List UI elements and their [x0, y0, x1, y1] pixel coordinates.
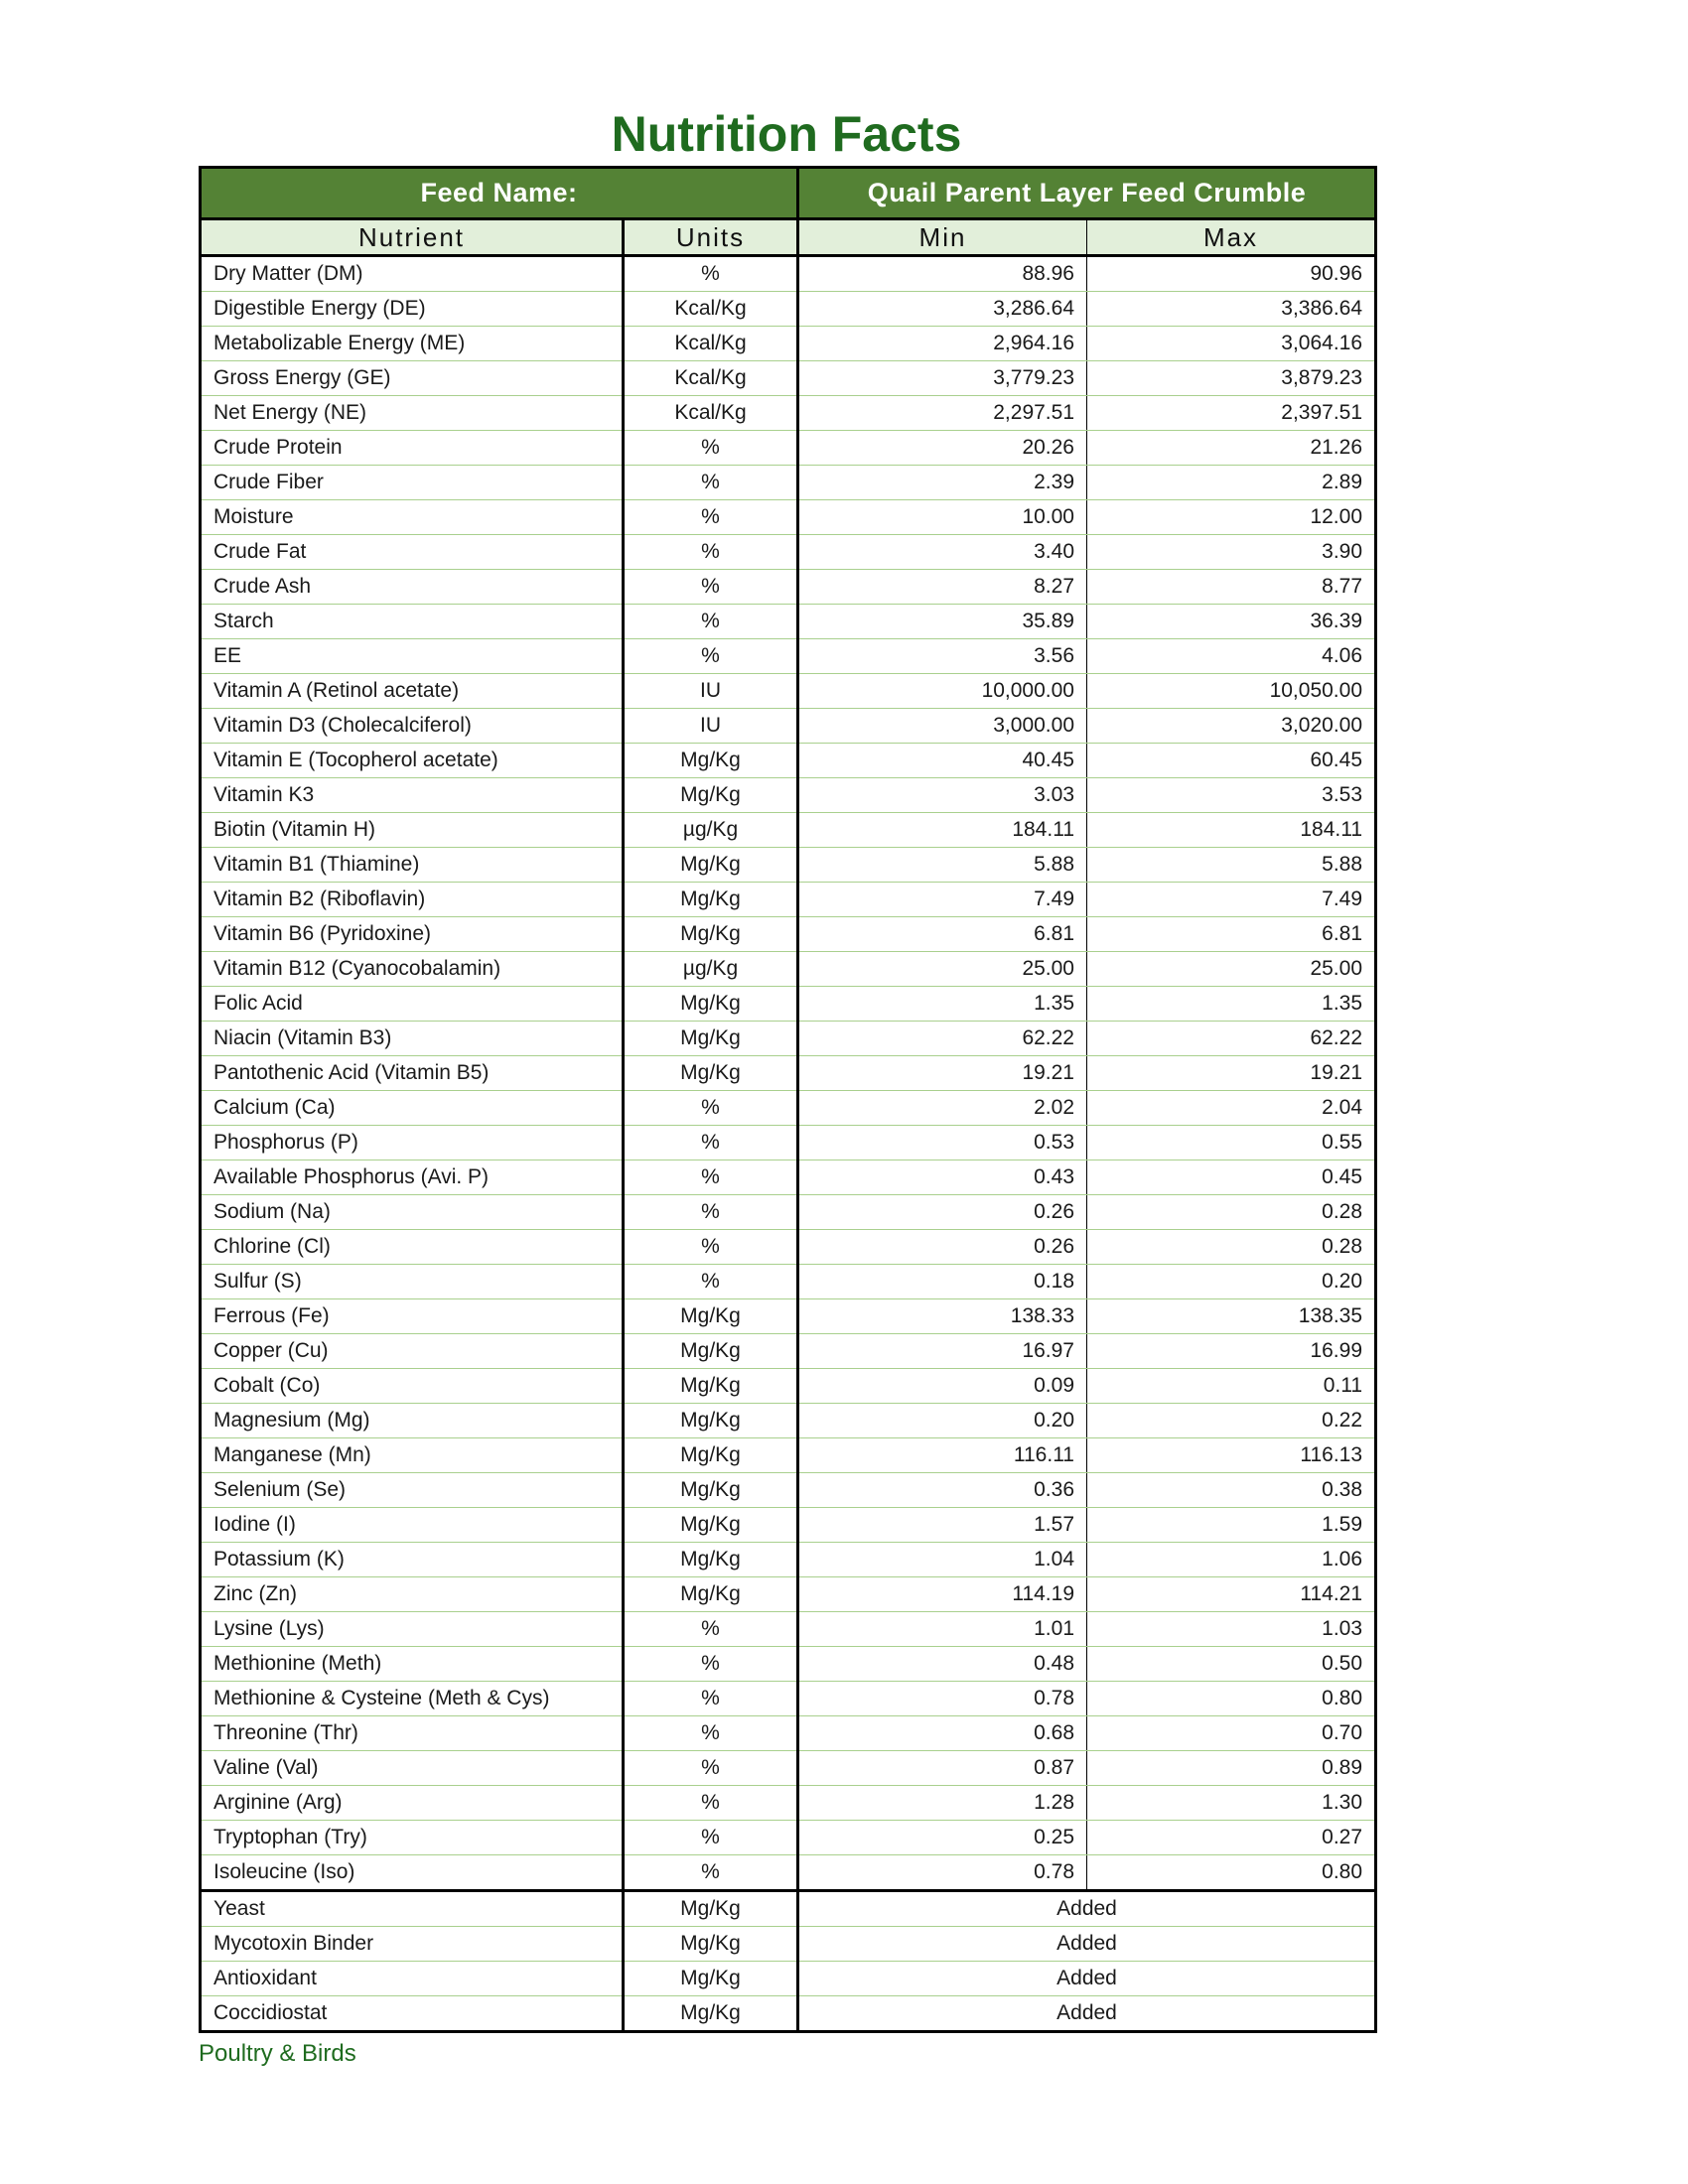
nutrient-max: 3,386.64 — [1087, 292, 1376, 327]
nutrient-max: 7.49 — [1087, 883, 1376, 917]
nutrient-unit: % — [624, 1195, 798, 1230]
nutrient-max: 12.00 — [1087, 500, 1376, 535]
table-row — [201, 1056, 1376, 1091]
nutrient-max: 36.39 — [1087, 605, 1376, 639]
table-row — [201, 1404, 1376, 1438]
nutrient-min: 1.57 — [798, 1508, 1087, 1543]
additive-value: Added — [798, 1996, 1376, 2032]
nutrient-unit: µg/Kg — [624, 952, 798, 987]
nutrient-unit: % — [624, 1786, 798, 1821]
nutrient-name: Metabolizable Energy (ME) — [201, 327, 624, 361]
nutrient-unit: % — [624, 1126, 798, 1160]
nutrient-max: 0.80 — [1087, 1855, 1376, 1891]
nutrient-min: 62.22 — [798, 1022, 1087, 1056]
nutrient-min: 116.11 — [798, 1438, 1087, 1473]
nutrient-unit: Mg/Kg — [624, 744, 798, 778]
additive-value: Added — [798, 1891, 1376, 1927]
nutrient-min: 3,000.00 — [798, 709, 1087, 744]
nutrient-unit: % — [624, 605, 798, 639]
additive-value: Added — [798, 1962, 1376, 1996]
nutrient-max: 5.88 — [1087, 848, 1376, 883]
table-row — [201, 1716, 1376, 1751]
table-row — [201, 361, 1376, 396]
nutrient-max: 2.04 — [1087, 1091, 1376, 1126]
nutrient-name: Potassium (K) — [201, 1543, 624, 1577]
nutrient-max: 19.21 — [1087, 1056, 1376, 1091]
nutrient-max: 3,879.23 — [1087, 361, 1376, 396]
nutrient-min: 114.19 — [798, 1577, 1087, 1612]
nutrient-name: Vitamin D3 (Cholecalciferol) — [201, 709, 624, 744]
nutrient-max: 0.27 — [1087, 1821, 1376, 1855]
nutrient-unit: Kcal/Kg — [624, 361, 798, 396]
nutrient-max: 1.06 — [1087, 1543, 1376, 1577]
nutrient-min: 0.53 — [798, 1126, 1087, 1160]
table-row — [201, 327, 1376, 361]
nutrient-unit: % — [624, 1230, 798, 1265]
nutrient-unit: % — [624, 535, 798, 570]
nutrient-max: 0.45 — [1087, 1160, 1376, 1195]
nutrient-unit: Mg/Kg — [624, 1473, 798, 1508]
nutrient-name: Crude Ash — [201, 570, 624, 605]
nutrient-unit: Mg/Kg — [624, 1543, 798, 1577]
nutrient-name: Vitamin B6 (Pyridoxine) — [201, 917, 624, 952]
nutrient-min: 2.02 — [798, 1091, 1087, 1126]
feed-name-value: Quail Parent Layer Feed Crumble — [798, 168, 1376, 219]
nutrient-min: 20.26 — [798, 431, 1087, 466]
table-row — [201, 1786, 1376, 1821]
nutrient-max: 3,020.00 — [1087, 709, 1376, 744]
nutrient-max: 1.30 — [1087, 1786, 1376, 1821]
nutrient-name: Vitamin A (Retinol acetate) — [201, 674, 624, 709]
nutrient-unit: Mg/Kg — [624, 987, 798, 1022]
nutrient-max: 25.00 — [1087, 952, 1376, 987]
header-units: Units — [624, 219, 798, 256]
nutrient-name: Vitamin B1 (Thiamine) — [201, 848, 624, 883]
table-row — [201, 500, 1376, 535]
nutrient-min: 10,000.00 — [798, 674, 1087, 709]
nutrient-max: 138.35 — [1087, 1299, 1376, 1334]
feed-name-row — [201, 168, 1376, 219]
nutrient-unit: % — [624, 1682, 798, 1716]
nutrient-unit: % — [624, 1612, 798, 1647]
nutrient-name: Methionine (Meth) — [201, 1647, 624, 1682]
nutrient-max: 3,064.16 — [1087, 327, 1376, 361]
nutrient-min: 3.03 — [798, 778, 1087, 813]
nutrient-min: 0.78 — [798, 1855, 1087, 1891]
nutrient-name: Phosphorus (P) — [201, 1126, 624, 1160]
nutrient-name: Niacin (Vitamin B3) — [201, 1022, 624, 1056]
nutrient-max: 10,050.00 — [1087, 674, 1376, 709]
nutrient-name: Threonine (Thr) — [201, 1716, 624, 1751]
nutrient-min: 0.18 — [798, 1265, 1087, 1299]
nutrient-name: Tryptophan (Try) — [201, 1821, 624, 1855]
nutrient-unit: Mg/Kg — [624, 883, 798, 917]
table-row — [201, 848, 1376, 883]
nutrient-name: Dry Matter (DM) — [201, 256, 624, 292]
nutrient-name: Arginine (Arg) — [201, 1786, 624, 1821]
table-row — [201, 987, 1376, 1022]
nutrient-unit: Mg/Kg — [624, 1334, 798, 1369]
nutrient-min: 5.88 — [798, 848, 1087, 883]
nutrient-unit: % — [624, 1821, 798, 1855]
nutrient-unit: Mg/Kg — [624, 1508, 798, 1543]
nutrient-name: Net Energy (NE) — [201, 396, 624, 431]
nutrient-min: 0.25 — [798, 1821, 1087, 1855]
nutrient-name: Available Phosphorus (Avi. P) — [201, 1160, 624, 1195]
nutrient-name: Vitamin K3 — [201, 778, 624, 813]
nutrient-max: 0.50 — [1087, 1647, 1376, 1682]
table-row — [201, 256, 1376, 292]
additive-name: Mycotoxin Binder — [201, 1927, 624, 1962]
nutrient-max: 0.11 — [1087, 1369, 1376, 1404]
footer-category: Poultry & Birds — [199, 2040, 356, 2067]
table-row — [201, 396, 1376, 431]
table-row — [201, 1438, 1376, 1473]
table-row — [201, 466, 1376, 500]
nutrient-max: 8.77 — [1087, 570, 1376, 605]
table-row — [201, 1473, 1376, 1508]
nutrient-min: 0.78 — [798, 1682, 1087, 1716]
nutrient-unit: Kcal/Kg — [624, 327, 798, 361]
nutrient-min: 2,297.51 — [798, 396, 1087, 431]
additive-row — [201, 1891, 1376, 1927]
nutrient-unit: % — [624, 1855, 798, 1891]
nutrient-max: 1.59 — [1087, 1508, 1376, 1543]
nutrient-max: 114.21 — [1087, 1577, 1376, 1612]
nutrient-unit: Mg/Kg — [624, 1577, 798, 1612]
nutrient-name: Isoleucine (Iso) — [201, 1855, 624, 1891]
nutrient-unit: % — [624, 466, 798, 500]
nutrient-unit: % — [624, 1647, 798, 1682]
nutrient-max: 2.89 — [1087, 466, 1376, 500]
table-row — [201, 1612, 1376, 1647]
nutrient-min: 10.00 — [798, 500, 1087, 535]
nutrient-unit: % — [624, 1265, 798, 1299]
nutrient-name: Pantothenic Acid (Vitamin B5) — [201, 1056, 624, 1091]
table-row — [201, 1195, 1376, 1230]
table-row — [201, 1160, 1376, 1195]
nutrient-min: 0.26 — [798, 1195, 1087, 1230]
nutrition-table-body — [201, 168, 1376, 2032]
nutrient-min: 2,964.16 — [798, 327, 1087, 361]
table-row — [201, 1126, 1376, 1160]
nutrient-unit: Mg/Kg — [624, 1299, 798, 1334]
nutrient-max: 16.99 — [1087, 1334, 1376, 1369]
nutrient-name: Copper (Cu) — [201, 1334, 624, 1369]
nutrient-unit: Mg/Kg — [624, 1022, 798, 1056]
nutrient-unit: % — [624, 431, 798, 466]
nutrient-max: 0.28 — [1087, 1195, 1376, 1230]
nutrient-unit: % — [624, 1751, 798, 1786]
nutrient-name: Zinc (Zn) — [201, 1577, 624, 1612]
table-row — [201, 431, 1376, 466]
table-row — [201, 639, 1376, 674]
table-row — [201, 744, 1376, 778]
nutrient-min: 25.00 — [798, 952, 1087, 987]
nutrient-name: Calcium (Ca) — [201, 1091, 624, 1126]
nutrient-min: 6.81 — [798, 917, 1087, 952]
nutrient-max: 6.81 — [1087, 917, 1376, 952]
nutrient-unit: % — [624, 570, 798, 605]
nutrient-max: 0.80 — [1087, 1682, 1376, 1716]
table-row — [201, 605, 1376, 639]
nutrient-min: 1.35 — [798, 987, 1087, 1022]
nutrient-name: Magnesium (Mg) — [201, 1404, 624, 1438]
nutrient-name: Crude Fiber — [201, 466, 624, 500]
nutrient-min: 0.87 — [798, 1751, 1087, 1786]
nutrient-unit: % — [624, 256, 798, 292]
nutrient-unit: Mg/Kg — [624, 917, 798, 952]
table-row — [201, 1299, 1376, 1334]
nutrient-name: Ferrous (Fe) — [201, 1299, 624, 1334]
nutrient-min: 3.56 — [798, 639, 1087, 674]
nutrient-name: EE — [201, 639, 624, 674]
nutrient-max: 1.03 — [1087, 1612, 1376, 1647]
table-row — [201, 674, 1376, 709]
nutrient-unit: Mg/Kg — [624, 1056, 798, 1091]
nutrition-table — [199, 166, 1377, 2033]
nutrient-name: Valine (Val) — [201, 1751, 624, 1786]
table-row — [201, 292, 1376, 327]
nutrient-min: 0.09 — [798, 1369, 1087, 1404]
nutrient-name: Sodium (Na) — [201, 1195, 624, 1230]
nutrient-min: 0.68 — [798, 1716, 1087, 1751]
nutrient-name: Moisture — [201, 500, 624, 535]
nutrient-name: Sulfur (S) — [201, 1265, 624, 1299]
nutrient-min: 3,779.23 — [798, 361, 1087, 396]
nutrient-name: Vitamin E (Tocopherol acetate) — [201, 744, 624, 778]
nutrient-max: 0.89 — [1087, 1751, 1376, 1786]
nutrient-min: 7.49 — [798, 883, 1087, 917]
nutrient-max: 60.45 — [1087, 744, 1376, 778]
feed-name-label: Feed Name: — [201, 168, 798, 219]
nutrient-max: 21.26 — [1087, 431, 1376, 466]
table-row — [201, 1682, 1376, 1716]
nutrient-min: 3.40 — [798, 535, 1087, 570]
additive-row — [201, 1962, 1376, 1996]
nutrient-min: 184.11 — [798, 813, 1087, 848]
nutrient-name: Crude Fat — [201, 535, 624, 570]
additive-row — [201, 1996, 1376, 2032]
nutrient-name: Starch — [201, 605, 624, 639]
nutrient-max: 184.11 — [1087, 813, 1376, 848]
table-row — [201, 1091, 1376, 1126]
nutrient-max: 116.13 — [1087, 1438, 1376, 1473]
nutrient-min: 88.96 — [798, 256, 1087, 292]
additive-unit: Mg/Kg — [624, 1891, 798, 1927]
nutrient-unit: % — [624, 1091, 798, 1126]
nutrient-unit: µg/Kg — [624, 813, 798, 848]
table-row — [201, 883, 1376, 917]
nutrient-min: 2.39 — [798, 466, 1087, 500]
table-row — [201, 1369, 1376, 1404]
nutrient-max: 2,397.51 — [1087, 396, 1376, 431]
table-row — [201, 1230, 1376, 1265]
table-row — [201, 709, 1376, 744]
nutrient-unit: % — [624, 500, 798, 535]
nutrient-unit: Mg/Kg — [624, 778, 798, 813]
nutrient-unit: Mg/Kg — [624, 848, 798, 883]
nutrient-min: 0.20 — [798, 1404, 1087, 1438]
nutrient-min: 40.45 — [798, 744, 1087, 778]
nutrient-max: 0.20 — [1087, 1265, 1376, 1299]
nutrient-min: 0.26 — [798, 1230, 1087, 1265]
nutrient-name: Manganese (Mn) — [201, 1438, 624, 1473]
nutrient-name: Digestible Energy (DE) — [201, 292, 624, 327]
table-row — [201, 917, 1376, 952]
header-max: Max — [1087, 219, 1376, 256]
nutrient-unit: Mg/Kg — [624, 1369, 798, 1404]
nutrient-name: Gross Energy (GE) — [201, 361, 624, 396]
nutrient-min: 0.36 — [798, 1473, 1087, 1508]
table-row — [201, 570, 1376, 605]
nutrient-max: 0.38 — [1087, 1473, 1376, 1508]
nutrient-unit: Mg/Kg — [624, 1404, 798, 1438]
header-min: Min — [798, 219, 1087, 256]
nutrient-max: 90.96 — [1087, 256, 1376, 292]
table-row — [201, 952, 1376, 987]
table-row — [201, 535, 1376, 570]
table-row — [201, 778, 1376, 813]
table-row — [201, 1647, 1376, 1682]
nutrient-unit: % — [624, 1716, 798, 1751]
nutrient-min: 0.43 — [798, 1160, 1087, 1195]
nutrient-unit: Kcal/Kg — [624, 292, 798, 327]
nutrient-name: Selenium (Se) — [201, 1473, 624, 1508]
table-row — [201, 1821, 1376, 1855]
table-row — [201, 1751, 1376, 1786]
additive-unit: Mg/Kg — [624, 1996, 798, 2032]
table-row — [201, 1265, 1376, 1299]
nutrient-min: 16.97 — [798, 1334, 1087, 1369]
nutrient-max: 0.55 — [1087, 1126, 1376, 1160]
nutrient-min: 8.27 — [798, 570, 1087, 605]
table-row — [201, 1334, 1376, 1369]
nutrient-max: 1.35 — [1087, 987, 1376, 1022]
nutrient-min: 3,286.64 — [798, 292, 1087, 327]
nutrient-min: 19.21 — [798, 1056, 1087, 1091]
nutrient-name: Folic Acid — [201, 987, 624, 1022]
additive-name: Coccidiostat — [201, 1996, 624, 2032]
nutrient-unit: IU — [624, 674, 798, 709]
table-row — [201, 1543, 1376, 1577]
nutrient-min: 1.01 — [798, 1612, 1087, 1647]
nutrient-name: Methionine & Cysteine (Meth & Cys) — [201, 1682, 624, 1716]
additive-name: Antioxidant — [201, 1962, 624, 1996]
nutrient-max: 0.70 — [1087, 1716, 1376, 1751]
nutrient-name: Vitamin B12 (Cyanocobalamin) — [201, 952, 624, 987]
nutrient-max: 62.22 — [1087, 1022, 1376, 1056]
additive-unit: Mg/Kg — [624, 1962, 798, 1996]
table-row — [201, 1508, 1376, 1543]
header-nutrient: Nutrient — [201, 219, 624, 256]
table-row — [201, 1855, 1376, 1891]
nutrient-max: 3.53 — [1087, 778, 1376, 813]
nutrient-max: 0.22 — [1087, 1404, 1376, 1438]
nutrient-min: 1.04 — [798, 1543, 1087, 1577]
table-row — [201, 1577, 1376, 1612]
nutrient-name: Cobalt (Co) — [201, 1369, 624, 1404]
nutrient-name: Biotin (Vitamin H) — [201, 813, 624, 848]
nutrient-name: Vitamin B2 (Riboflavin) — [201, 883, 624, 917]
nutrient-name: Iodine (I) — [201, 1508, 624, 1543]
table-row — [201, 813, 1376, 848]
column-header-row — [201, 219, 1376, 256]
nutrient-name: Lysine (Lys) — [201, 1612, 624, 1647]
nutrient-unit: IU — [624, 709, 798, 744]
additive-row — [201, 1927, 1376, 1962]
additive-value: Added — [798, 1927, 1376, 1962]
page-title: Nutrition Facts — [611, 106, 962, 162]
nutrient-name: Crude Protein — [201, 431, 624, 466]
nutrient-min: 138.33 — [798, 1299, 1087, 1334]
nutrient-max: 3.90 — [1087, 535, 1376, 570]
nutrient-unit: Mg/Kg — [624, 1438, 798, 1473]
nutrient-unit: % — [624, 639, 798, 674]
nutrient-min: 0.48 — [798, 1647, 1087, 1682]
additive-name: Yeast — [201, 1891, 624, 1927]
nutrient-min: 1.28 — [798, 1786, 1087, 1821]
nutrient-max: 0.28 — [1087, 1230, 1376, 1265]
nutrient-max: 4.06 — [1087, 639, 1376, 674]
nutrient-unit: Kcal/Kg — [624, 396, 798, 431]
additive-unit: Mg/Kg — [624, 1927, 798, 1962]
table-row — [201, 1022, 1376, 1056]
nutrient-unit: % — [624, 1160, 798, 1195]
nutrient-min: 35.89 — [798, 605, 1087, 639]
nutrient-name: Chlorine (Cl) — [201, 1230, 624, 1265]
